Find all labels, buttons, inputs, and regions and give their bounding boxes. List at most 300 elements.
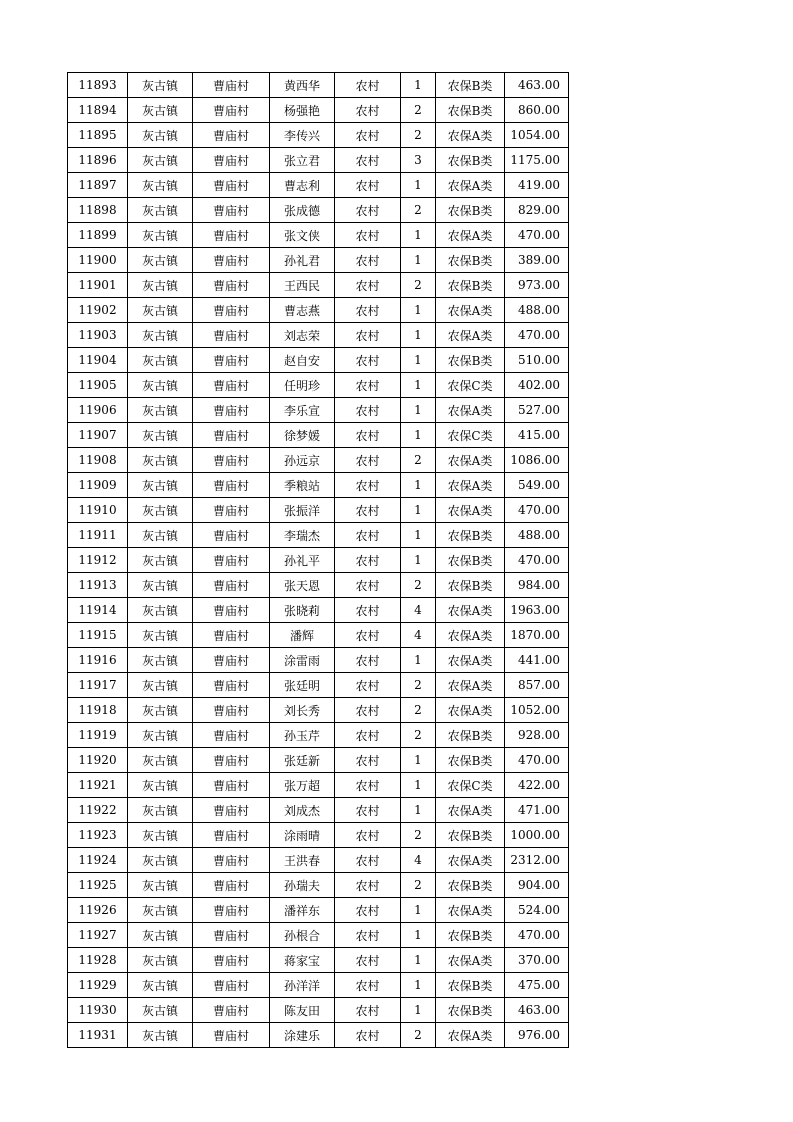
table-row xyxy=(68,673,569,698)
people-count-cell: 1 xyxy=(401,473,436,498)
table-row xyxy=(68,548,569,573)
town-cell: 灰古镇 xyxy=(128,523,193,548)
table-row xyxy=(68,498,569,523)
record-id-cell: 11901 xyxy=(68,273,128,298)
name-cell: 张晓莉 xyxy=(270,598,335,623)
table-row xyxy=(68,223,569,248)
people-count-cell: 1 xyxy=(401,423,436,448)
name-cell: 刘志荣 xyxy=(270,323,335,348)
amount-cell: 857.00 xyxy=(505,673,569,698)
name-cell: 张成德 xyxy=(270,198,335,223)
record-id-cell: 11914 xyxy=(68,598,128,623)
people-count-cell: 3 xyxy=(401,148,436,173)
name-cell: 王洪春 xyxy=(270,848,335,873)
household-type-cell: 农村 xyxy=(335,498,401,523)
town-cell: 灰古镇 xyxy=(128,73,193,98)
household-type-cell: 农村 xyxy=(335,1023,401,1048)
amount-cell: 976.00 xyxy=(505,1023,569,1048)
people-count-cell: 1 xyxy=(401,298,436,323)
record-id-cell: 11895 xyxy=(68,123,128,148)
record-id-cell: 11917 xyxy=(68,673,128,698)
town-cell: 灰古镇 xyxy=(128,498,193,523)
village-cell: 曹庙村 xyxy=(193,348,270,373)
name-cell: 刘成杰 xyxy=(270,798,335,823)
record-id-cell: 11930 xyxy=(68,998,128,1023)
household-type-cell: 农村 xyxy=(335,698,401,723)
category-cell: 农保B类 xyxy=(436,98,505,123)
record-id-cell: 11919 xyxy=(68,723,128,748)
name-cell: 孙根合 xyxy=(270,923,335,948)
record-id-cell: 11931 xyxy=(68,1023,128,1048)
town-cell: 灰古镇 xyxy=(128,973,193,998)
household-type-cell: 农村 xyxy=(335,448,401,473)
record-id-cell: 11911 xyxy=(68,523,128,548)
table-row xyxy=(68,598,569,623)
record-id-cell: 11926 xyxy=(68,898,128,923)
name-cell: 孙洋洋 xyxy=(270,973,335,998)
people-count-cell: 1 xyxy=(401,173,436,198)
category-cell: 农保C类 xyxy=(436,373,505,398)
record-id-cell: 11894 xyxy=(68,98,128,123)
category-cell: 农保A类 xyxy=(436,898,505,923)
category-cell: 农保A类 xyxy=(436,448,505,473)
town-cell: 灰古镇 xyxy=(128,298,193,323)
category-cell: 农保A类 xyxy=(436,473,505,498)
table-row xyxy=(68,248,569,273)
amount-cell: 488.00 xyxy=(505,523,569,548)
amount-cell: 415.00 xyxy=(505,423,569,448)
record-id-cell: 11916 xyxy=(68,648,128,673)
people-count-cell: 1 xyxy=(401,498,436,523)
village-cell: 曹庙村 xyxy=(193,373,270,398)
people-count-cell: 2 xyxy=(401,873,436,898)
town-cell: 灰古镇 xyxy=(128,623,193,648)
people-count-cell: 1 xyxy=(401,773,436,798)
people-count-cell: 1 xyxy=(401,523,436,548)
category-cell: 农保A类 xyxy=(436,298,505,323)
name-cell: 张振洋 xyxy=(270,498,335,523)
table-row xyxy=(68,123,569,148)
record-id-cell: 11929 xyxy=(68,973,128,998)
table-row xyxy=(68,148,569,173)
records-table xyxy=(67,72,569,1048)
record-id-cell: 11903 xyxy=(68,323,128,348)
town-cell: 灰古镇 xyxy=(128,1023,193,1048)
table-row xyxy=(68,623,569,648)
village-cell: 曹庙村 xyxy=(193,523,270,548)
household-type-cell: 农村 xyxy=(335,248,401,273)
records-body xyxy=(68,73,569,1048)
amount-cell: 422.00 xyxy=(505,773,569,798)
name-cell: 蒋家宝 xyxy=(270,948,335,973)
village-cell: 曹庙村 xyxy=(193,273,270,298)
category-cell: 农保A类 xyxy=(436,648,505,673)
record-id-cell: 11927 xyxy=(68,923,128,948)
amount-cell: 973.00 xyxy=(505,273,569,298)
record-id-cell: 11899 xyxy=(68,223,128,248)
name-cell: 王西民 xyxy=(270,273,335,298)
category-cell: 农保B类 xyxy=(436,273,505,298)
people-count-cell: 1 xyxy=(401,398,436,423)
name-cell: 孙瑞夫 xyxy=(270,873,335,898)
table-row xyxy=(68,198,569,223)
household-type-cell: 农村 xyxy=(335,598,401,623)
household-type-cell: 农村 xyxy=(335,98,401,123)
household-type-cell: 农村 xyxy=(335,223,401,248)
record-id-cell: 11912 xyxy=(68,548,128,573)
record-id-cell: 11893 xyxy=(68,73,128,98)
table-row xyxy=(68,998,569,1023)
name-cell: 孙远京 xyxy=(270,448,335,473)
table-row xyxy=(68,398,569,423)
village-cell: 曹庙村 xyxy=(193,598,270,623)
household-type-cell: 农村 xyxy=(335,73,401,98)
name-cell: 张万超 xyxy=(270,773,335,798)
amount-cell: 1086.00 xyxy=(505,448,569,473)
household-type-cell: 农村 xyxy=(335,423,401,448)
village-cell: 曹庙村 xyxy=(193,773,270,798)
village-cell: 曹庙村 xyxy=(193,323,270,348)
village-cell: 曹庙村 xyxy=(193,448,270,473)
table-row xyxy=(68,273,569,298)
table-row xyxy=(68,898,569,923)
record-id-cell: 11921 xyxy=(68,773,128,798)
record-id-cell: 11910 xyxy=(68,498,128,523)
village-cell: 曹庙村 xyxy=(193,473,270,498)
table-row xyxy=(68,1023,569,1048)
category-cell: 农保A类 xyxy=(436,673,505,698)
record-id-cell: 11909 xyxy=(68,473,128,498)
category-cell: 农保B类 xyxy=(436,723,505,748)
category-cell: 农保A类 xyxy=(436,173,505,198)
village-cell: 曹庙村 xyxy=(193,798,270,823)
household-type-cell: 农村 xyxy=(335,573,401,598)
town-cell: 灰古镇 xyxy=(128,248,193,273)
record-id-cell: 11907 xyxy=(68,423,128,448)
category-cell: 农保B类 xyxy=(436,923,505,948)
village-cell: 曹庙村 xyxy=(193,923,270,948)
name-cell: 季粮站 xyxy=(270,473,335,498)
table-row xyxy=(68,748,569,773)
village-cell: 曹庙村 xyxy=(193,398,270,423)
category-cell: 农保B类 xyxy=(436,248,505,273)
record-id-cell: 11900 xyxy=(68,248,128,273)
people-count-cell: 2 xyxy=(401,198,436,223)
record-id-cell: 11896 xyxy=(68,148,128,173)
town-cell: 灰古镇 xyxy=(128,923,193,948)
people-count-cell: 2 xyxy=(401,273,436,298)
amount-cell: 389.00 xyxy=(505,248,569,273)
household-type-cell: 农村 xyxy=(335,873,401,898)
village-cell: 曹庙村 xyxy=(193,73,270,98)
amount-cell: 928.00 xyxy=(505,723,569,748)
household-type-cell: 农村 xyxy=(335,998,401,1023)
people-count-cell: 2 xyxy=(401,1023,436,1048)
village-cell: 曹庙村 xyxy=(193,748,270,773)
household-type-cell: 农村 xyxy=(335,648,401,673)
name-cell: 涂雷雨 xyxy=(270,648,335,673)
name-cell: 孙礼平 xyxy=(270,548,335,573)
village-cell: 曹庙村 xyxy=(193,698,270,723)
category-cell: 农保B类 xyxy=(436,998,505,1023)
amount-cell: 470.00 xyxy=(505,323,569,348)
amount-cell: 2312.00 xyxy=(505,848,569,873)
record-id-cell: 11923 xyxy=(68,823,128,848)
household-type-cell: 农村 xyxy=(335,623,401,648)
people-count-cell: 4 xyxy=(401,848,436,873)
name-cell: 涂建乐 xyxy=(270,1023,335,1048)
town-cell: 灰古镇 xyxy=(128,798,193,823)
name-cell: 张文侠 xyxy=(270,223,335,248)
category-cell: 农保A类 xyxy=(436,598,505,623)
village-cell: 曹庙村 xyxy=(193,148,270,173)
town-cell: 灰古镇 xyxy=(128,148,193,173)
town-cell: 灰古镇 xyxy=(128,323,193,348)
village-cell: 曹庙村 xyxy=(193,998,270,1023)
name-cell: 徐梦媛 xyxy=(270,423,335,448)
name-cell: 潘祥东 xyxy=(270,898,335,923)
category-cell: 农保A类 xyxy=(436,398,505,423)
record-id-cell: 11913 xyxy=(68,573,128,598)
village-cell: 曹庙村 xyxy=(193,673,270,698)
category-cell: 农保C类 xyxy=(436,773,505,798)
town-cell: 灰古镇 xyxy=(128,698,193,723)
people-count-cell: 1 xyxy=(401,73,436,98)
amount-cell: 470.00 xyxy=(505,548,569,573)
amount-cell: 860.00 xyxy=(505,98,569,123)
category-cell: 农保A类 xyxy=(436,698,505,723)
people-count-cell: 1 xyxy=(401,748,436,773)
household-type-cell: 农村 xyxy=(335,773,401,798)
amount-cell: 370.00 xyxy=(505,948,569,973)
village-cell: 曹庙村 xyxy=(193,823,270,848)
town-cell: 灰古镇 xyxy=(128,348,193,373)
name-cell: 刘长秀 xyxy=(270,698,335,723)
village-cell: 曹庙村 xyxy=(193,548,270,573)
name-cell: 孙礼君 xyxy=(270,248,335,273)
table-row xyxy=(68,873,569,898)
table-row xyxy=(68,98,569,123)
name-cell: 曹志燕 xyxy=(270,298,335,323)
household-type-cell: 农村 xyxy=(335,323,401,348)
people-count-cell: 1 xyxy=(401,348,436,373)
table-row xyxy=(68,423,569,448)
household-type-cell: 农村 xyxy=(335,548,401,573)
people-count-cell: 1 xyxy=(401,248,436,273)
amount-cell: 463.00 xyxy=(505,998,569,1023)
name-cell: 孙玉芹 xyxy=(270,723,335,748)
category-cell: 农保A类 xyxy=(436,623,505,648)
amount-cell: 527.00 xyxy=(505,398,569,423)
town-cell: 灰古镇 xyxy=(128,773,193,798)
name-cell: 李乐宣 xyxy=(270,398,335,423)
name-cell: 任明珍 xyxy=(270,373,335,398)
household-type-cell: 农村 xyxy=(335,673,401,698)
record-id-cell: 11897 xyxy=(68,173,128,198)
people-count-cell: 1 xyxy=(401,648,436,673)
record-id-cell: 11904 xyxy=(68,348,128,373)
village-cell: 曹庙村 xyxy=(193,648,270,673)
amount-cell: 470.00 xyxy=(505,923,569,948)
people-count-cell: 2 xyxy=(401,573,436,598)
amount-cell: 463.00 xyxy=(505,73,569,98)
table-row xyxy=(68,73,569,98)
household-type-cell: 农村 xyxy=(335,748,401,773)
name-cell: 张廷明 xyxy=(270,673,335,698)
town-cell: 灰古镇 xyxy=(128,273,193,298)
name-cell: 张立君 xyxy=(270,148,335,173)
table-row xyxy=(68,698,569,723)
people-count-cell: 1 xyxy=(401,898,436,923)
village-cell: 曹庙村 xyxy=(193,173,270,198)
village-cell: 曹庙村 xyxy=(193,223,270,248)
table-row xyxy=(68,323,569,348)
village-cell: 曹庙村 xyxy=(193,623,270,648)
household-type-cell: 农村 xyxy=(335,523,401,548)
people-count-cell: 2 xyxy=(401,123,436,148)
household-type-cell: 农村 xyxy=(335,123,401,148)
village-cell: 曹庙村 xyxy=(193,298,270,323)
name-cell: 陈友田 xyxy=(270,998,335,1023)
table-row xyxy=(68,773,569,798)
amount-cell: 1963.00 xyxy=(505,598,569,623)
people-count-cell: 2 xyxy=(401,673,436,698)
household-type-cell: 农村 xyxy=(335,973,401,998)
household-type-cell: 农村 xyxy=(335,373,401,398)
name-cell: 曹志利 xyxy=(270,173,335,198)
table-row xyxy=(68,973,569,998)
table-row xyxy=(68,523,569,548)
household-type-cell: 农村 xyxy=(335,798,401,823)
village-cell: 曹庙村 xyxy=(193,573,270,598)
record-id-cell: 11924 xyxy=(68,848,128,873)
household-type-cell: 农村 xyxy=(335,198,401,223)
name-cell: 李传兴 xyxy=(270,123,335,148)
record-id-cell: 11906 xyxy=(68,398,128,423)
town-cell: 灰古镇 xyxy=(128,98,193,123)
amount-cell: 470.00 xyxy=(505,748,569,773)
people-count-cell: 1 xyxy=(401,548,436,573)
category-cell: 农保A类 xyxy=(436,798,505,823)
amount-cell: 510.00 xyxy=(505,348,569,373)
record-id-cell: 11922 xyxy=(68,798,128,823)
village-cell: 曹庙村 xyxy=(193,198,270,223)
people-count-cell: 1 xyxy=(401,323,436,348)
amount-cell: 1052.00 xyxy=(505,698,569,723)
name-cell: 赵自安 xyxy=(270,348,335,373)
record-id-cell: 11920 xyxy=(68,748,128,773)
people-count-cell: 2 xyxy=(401,448,436,473)
town-cell: 灰古镇 xyxy=(128,373,193,398)
amount-cell: 984.00 xyxy=(505,573,569,598)
name-cell: 李瑞杰 xyxy=(270,523,335,548)
amount-cell: 470.00 xyxy=(505,498,569,523)
table-row xyxy=(68,173,569,198)
town-cell: 灰古镇 xyxy=(128,648,193,673)
people-count-cell: 1 xyxy=(401,948,436,973)
town-cell: 灰古镇 xyxy=(128,173,193,198)
household-type-cell: 农村 xyxy=(335,173,401,198)
household-type-cell: 农村 xyxy=(335,923,401,948)
record-id-cell: 11908 xyxy=(68,448,128,473)
town-cell: 灰古镇 xyxy=(128,123,193,148)
category-cell: 农保B类 xyxy=(436,148,505,173)
people-count-cell: 1 xyxy=(401,373,436,398)
town-cell: 灰古镇 xyxy=(128,998,193,1023)
people-count-cell: 2 xyxy=(401,98,436,123)
category-cell: 农保B类 xyxy=(436,873,505,898)
household-type-cell: 农村 xyxy=(335,473,401,498)
category-cell: 农保B类 xyxy=(436,973,505,998)
category-cell: 农保B类 xyxy=(436,573,505,598)
village-cell: 曹庙村 xyxy=(193,873,270,898)
amount-cell: 1054.00 xyxy=(505,123,569,148)
people-count-cell: 1 xyxy=(401,923,436,948)
category-cell: 农保A类 xyxy=(436,948,505,973)
people-count-cell: 1 xyxy=(401,973,436,998)
category-cell: 农保A类 xyxy=(436,498,505,523)
amount-cell: 524.00 xyxy=(505,898,569,923)
name-cell: 杨强艳 xyxy=(270,98,335,123)
table-row xyxy=(68,448,569,473)
table-row xyxy=(68,798,569,823)
category-cell: 农保B类 xyxy=(436,748,505,773)
town-cell: 灰古镇 xyxy=(128,823,193,848)
village-cell: 曹庙村 xyxy=(193,498,270,523)
amount-cell: 1000.00 xyxy=(505,823,569,848)
amount-cell: 549.00 xyxy=(505,473,569,498)
household-type-cell: 农村 xyxy=(335,948,401,973)
category-cell: 农保B类 xyxy=(436,523,505,548)
village-cell: 曹庙村 xyxy=(193,98,270,123)
household-type-cell: 农村 xyxy=(335,148,401,173)
people-count-cell: 2 xyxy=(401,823,436,848)
people-count-cell: 2 xyxy=(401,698,436,723)
village-cell: 曹庙村 xyxy=(193,123,270,148)
household-type-cell: 农村 xyxy=(335,273,401,298)
town-cell: 灰古镇 xyxy=(128,223,193,248)
town-cell: 灰古镇 xyxy=(128,848,193,873)
table-row xyxy=(68,573,569,598)
category-cell: 农保A类 xyxy=(436,848,505,873)
household-type-cell: 农村 xyxy=(335,848,401,873)
village-cell: 曹庙村 xyxy=(193,723,270,748)
town-cell: 灰古镇 xyxy=(128,598,193,623)
village-cell: 曹庙村 xyxy=(193,948,270,973)
table-row xyxy=(68,298,569,323)
town-cell: 灰古镇 xyxy=(128,198,193,223)
amount-cell: 904.00 xyxy=(505,873,569,898)
table-row xyxy=(68,348,569,373)
record-id-cell: 11905 xyxy=(68,373,128,398)
category-cell: 农保A类 xyxy=(436,323,505,348)
category-cell: 农保B类 xyxy=(436,348,505,373)
amount-cell: 488.00 xyxy=(505,298,569,323)
amount-cell: 471.00 xyxy=(505,798,569,823)
household-type-cell: 农村 xyxy=(335,898,401,923)
table-row xyxy=(68,948,569,973)
record-id-cell: 11925 xyxy=(68,873,128,898)
category-cell: 农保B类 xyxy=(436,548,505,573)
household-type-cell: 农村 xyxy=(335,398,401,423)
town-cell: 灰古镇 xyxy=(128,448,193,473)
record-id-cell: 11918 xyxy=(68,698,128,723)
amount-cell: 829.00 xyxy=(505,198,569,223)
amount-cell: 470.00 xyxy=(505,223,569,248)
town-cell: 灰古镇 xyxy=(128,898,193,923)
table-row xyxy=(68,723,569,748)
people-count-cell: 1 xyxy=(401,223,436,248)
